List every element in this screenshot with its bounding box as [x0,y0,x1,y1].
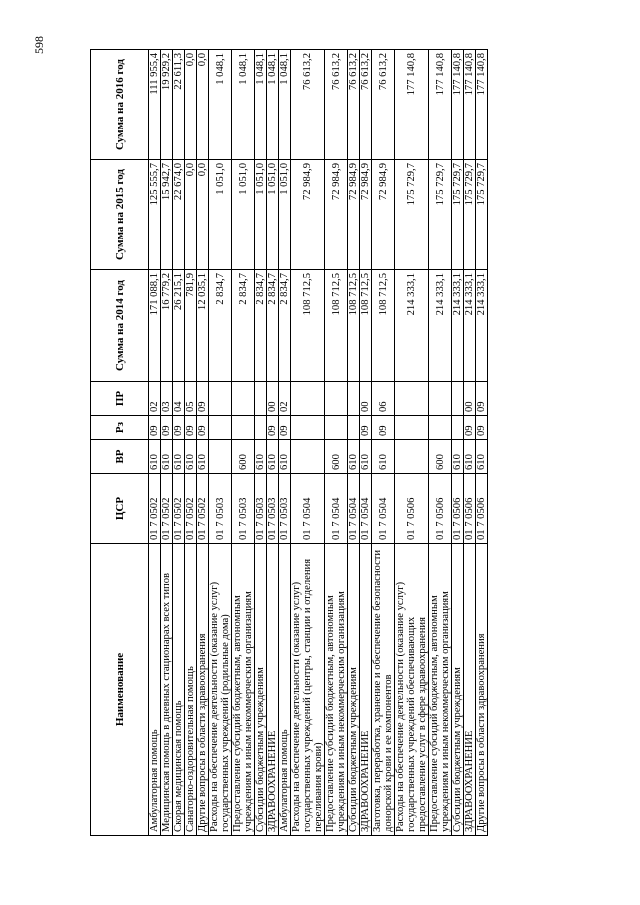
cell-2015: 1 051,0 [255,160,267,270]
cell-csr: 01 7 0506 [464,474,476,544]
cell-2015: 15 942,7 [161,160,173,270]
cell-2016: 76 613,2 [348,50,360,160]
cell-name: Субсидии бюджетным учреждениям [255,544,267,836]
cell-rz: 09 [476,416,488,440]
cell-2016: 177 140,8 [476,50,488,160]
cell-csr: 01 7 0502 [173,474,185,544]
table-row [291,50,325,836]
cell-2015: 1 051,0 [209,160,232,270]
header-csr: ЦСР [91,474,149,544]
cell-vr: 610 [161,440,173,474]
cell-pr [429,382,452,416]
cell-name: Медицинская помощь в дневных стационарах всех типов [161,544,173,836]
cell-name: ЗДРАВООХРАНЕНИЕ [360,544,372,836]
cell-rz: 09 [267,416,279,440]
cell-vr: 610 [197,440,209,474]
cell-2016: 177 140,8 [452,50,464,160]
table-row [232,50,255,836]
cell-pr: 02 [279,382,291,416]
cell-pr: 05 [185,382,197,416]
header-2016: Сумма на 2016 год [91,50,149,160]
cell-pr [291,382,325,416]
table-row [348,50,360,836]
table-row [197,50,209,836]
cell-name: Другие вопросы в области здравоохранения [476,544,488,836]
cell-2014: 214 333,1 [395,270,429,382]
cell-2014: 214 333,1 [452,270,464,382]
cell-name: Расходы на обеспечение деятельности (оказание услуг) государственных учреждений (родильные дома) [209,544,232,836]
cell-2015: 1 051,0 [232,160,255,270]
budget-table [90,49,488,836]
table-row [279,50,291,836]
cell-2014: 2 834,7 [279,270,291,382]
cell-2015: 72 984,9 [348,160,360,270]
cell-vr: 610 [360,440,372,474]
cell-vr: 610 [185,440,197,474]
cell-name: Санаторно-оздоровительная помощь [185,544,197,836]
cell-pr [209,382,232,416]
cell-rz: 09 [197,416,209,440]
cell-2014: 171 088,1 [149,270,161,382]
cell-vr: 610 [279,440,291,474]
cell-pr: 09 [476,382,488,416]
cell-name: Субсидии бюджетным учреждениям [348,544,360,836]
cell-pr: 00 [267,382,279,416]
cell-vr: 610 [452,440,464,474]
cell-2014: 2 834,7 [232,270,255,382]
cell-2016: 76 613,2 [360,50,372,160]
table-row [429,50,452,836]
cell-csr: 01 7 0506 [476,474,488,544]
cell-2016: 1 048,1 [267,50,279,160]
cell-rz: 09 [161,416,173,440]
table-row [267,50,279,836]
cell-2015: 0,0 [185,160,197,270]
table-row [452,50,464,836]
header-2015: Сумма на 2015 год [91,160,149,270]
cell-vr [291,440,325,474]
cell-2015: 22 674,0 [173,160,185,270]
cell-name: Расходы на обеспечение деятельности (оказание услуг) государственных учреждений (центры, станции и отделения переливания крови) [291,544,325,836]
cell-vr: 600 [325,440,348,474]
cell-2016: 76 613,2 [291,50,325,160]
cell-2014: 108 712,5 [325,270,348,382]
table-row [255,50,267,836]
cell-2014: 781,9 [185,270,197,382]
cell-vr: 600 [429,440,452,474]
cell-2014: 214 333,1 [429,270,452,382]
cell-vr [209,440,232,474]
table-row [149,50,161,836]
cell-csr: 01 7 0502 [185,474,197,544]
cell-csr: 01 7 0504 [372,474,395,544]
cell-vr: 610 [173,440,185,474]
cell-pr: 00 [464,382,476,416]
cell-2016: 1 048,1 [255,50,267,160]
page-number-text: 598 [32,36,46,54]
page-number [32,30,52,58]
cell-name: Предоставление субсидий бюджетным, автономным учреждениям и иным некоммерческим организациям [429,544,452,836]
cell-2015: 72 984,9 [291,160,325,270]
cell-csr: 01 7 0503 [255,474,267,544]
cell-name: Амбулаторная помощь [149,544,161,836]
cell-rz: 09 [279,416,291,440]
cell-2016: 177 140,8 [429,50,452,160]
table-row [372,50,395,836]
cell-pr [325,382,348,416]
cell-pr: 06 [372,382,395,416]
cell-csr: 01 7 0504 [291,474,325,544]
cell-2016: 0,0 [185,50,197,160]
cell-csr: 01 7 0503 [232,474,255,544]
table-row [476,50,488,836]
cell-rz [291,416,325,440]
cell-name: Скорая медицинская помощь [173,544,185,836]
cell-2014: 26 215,1 [173,270,185,382]
cell-2015: 72 984,9 [372,160,395,270]
cell-name: ЗДРАВООХРАНЕНИЕ [267,544,279,836]
cell-2015: 175 729,7 [452,160,464,270]
cell-2014: 2 834,7 [267,270,279,382]
cell-rz: 09 [173,416,185,440]
cell-pr [232,382,255,416]
cell-2014: 108 712,5 [348,270,360,382]
cell-2015: 175 729,7 [395,160,429,270]
cell-csr: 01 7 0506 [395,474,429,544]
table-row [464,50,476,836]
cell-rz: 09 [149,416,161,440]
cell-2015: 1 051,0 [267,160,279,270]
cell-vr: 610 [348,440,360,474]
cell-pr: 09 [197,382,209,416]
cell-rz [209,416,232,440]
cell-vr: 610 [372,440,395,474]
header-vr: ВР [91,440,149,474]
cell-rz [452,416,464,440]
cell-vr: 610 [476,440,488,474]
cell-rz: 09 [185,416,197,440]
cell-2014: 108 712,5 [360,270,372,382]
cell-csr: 01 7 0502 [161,474,173,544]
cell-rz [255,416,267,440]
cell-rz: 09 [360,416,372,440]
cell-2015: 175 729,7 [429,160,452,270]
cell-rz: 09 [372,416,395,440]
cell-csr: 01 7 0503 [267,474,279,544]
cell-2016: 1 048,1 [209,50,232,160]
cell-csr: 01 7 0504 [325,474,348,544]
table-row [360,50,372,836]
cell-vr: 600 [232,440,255,474]
cell-name: Субсидии бюджетным учреждениям [452,544,464,836]
cell-2016: 19 929,2 [161,50,173,160]
cell-rz [348,416,360,440]
cell-2014: 16 779,2 [161,270,173,382]
cell-name: ЗДРАВООХРАНЕНИЕ [464,544,476,836]
cell-rz [429,416,452,440]
cell-2016: 111 955,4 [149,50,161,160]
table-header-row [91,50,149,836]
table-row [173,50,185,836]
table-body [149,50,488,836]
cell-2016: 177 140,8 [395,50,429,160]
cell-2016: 22 611,3 [173,50,185,160]
cell-2014: 214 333,1 [464,270,476,382]
cell-pr: 00 [360,382,372,416]
cell-2015: 125 555,7 [149,160,161,270]
header-name: Наименование [91,544,149,836]
cell-2014: 108 712,5 [291,270,325,382]
cell-csr: 01 7 0503 [279,474,291,544]
cell-csr: 01 7 0504 [348,474,360,544]
cell-2014: 2 834,7 [255,270,267,382]
header-pr: ПР [91,382,149,416]
cell-name: Расходы на обеспечение деятельности (оказание услуг) государственных учреждений обеспечивающих предоставление услуг в сфере здравоохранения [395,544,429,836]
cell-pr [255,382,267,416]
table-row [209,50,232,836]
cell-rz [232,416,255,440]
header-rz: Рз [91,416,149,440]
cell-2016: 177 140,8 [464,50,476,160]
cell-name: Заготовка, переработка, хранение и обеспечение безопасности донорской крови и ее компонентов [372,544,395,836]
cell-rz [395,416,429,440]
table-row [395,50,429,836]
cell-vr: 610 [464,440,476,474]
cell-2015: 0,0 [197,160,209,270]
cell-csr: 01 7 0503 [209,474,232,544]
cell-pr: 04 [173,382,185,416]
cell-csr: 01 7 0504 [360,474,372,544]
cell-vr: 610 [149,440,161,474]
table-row [161,50,173,836]
cell-pr [452,382,464,416]
cell-csr: 01 7 0506 [429,474,452,544]
cell-pr: 02 [149,382,161,416]
cell-rz: 09 [464,416,476,440]
cell-2014: 214 333,1 [476,270,488,382]
cell-2015: 1 051,0 [279,160,291,270]
cell-csr: 01 7 0502 [197,474,209,544]
cell-vr: 610 [255,440,267,474]
header-2014: Сумма на 2014 год [91,270,149,382]
cell-2016: 1 048,1 [232,50,255,160]
table-row [325,50,348,836]
cell-2015: 72 984,9 [325,160,348,270]
cell-2014: 2 834,7 [209,270,232,382]
cell-pr [395,382,429,416]
cell-2015: 175 729,7 [464,160,476,270]
cell-2016: 0,0 [197,50,209,160]
cell-pr: 03 [161,382,173,416]
cell-csr: 01 7 0502 [149,474,161,544]
cell-2015: 175 729,7 [476,160,488,270]
cell-2014: 108 712,5 [372,270,395,382]
cell-name: Другие вопросы в области здравоохранения [197,544,209,836]
cell-csr: 01 7 0506 [452,474,464,544]
table-row [185,50,197,836]
cell-vr [395,440,429,474]
cell-name: Амбулаторная помощь [279,544,291,836]
cell-2016: 76 613,2 [372,50,395,160]
cell-2014: 12 035,1 [197,270,209,382]
cell-name: Предоставление субсидий бюджетным, автономным учреждениям и иным некоммерческим организациям [232,544,255,836]
rotated-page-content [90,50,558,836]
cell-2016: 1 048,1 [279,50,291,160]
cell-rz [325,416,348,440]
cell-2016: 76 613,2 [325,50,348,160]
cell-name: Предоставление субсидий бюджетным, автономным учреждениям и иным некоммерческим организациям [325,544,348,836]
cell-pr [348,382,360,416]
cell-2015: 72 984,9 [360,160,372,270]
cell-vr: 610 [267,440,279,474]
